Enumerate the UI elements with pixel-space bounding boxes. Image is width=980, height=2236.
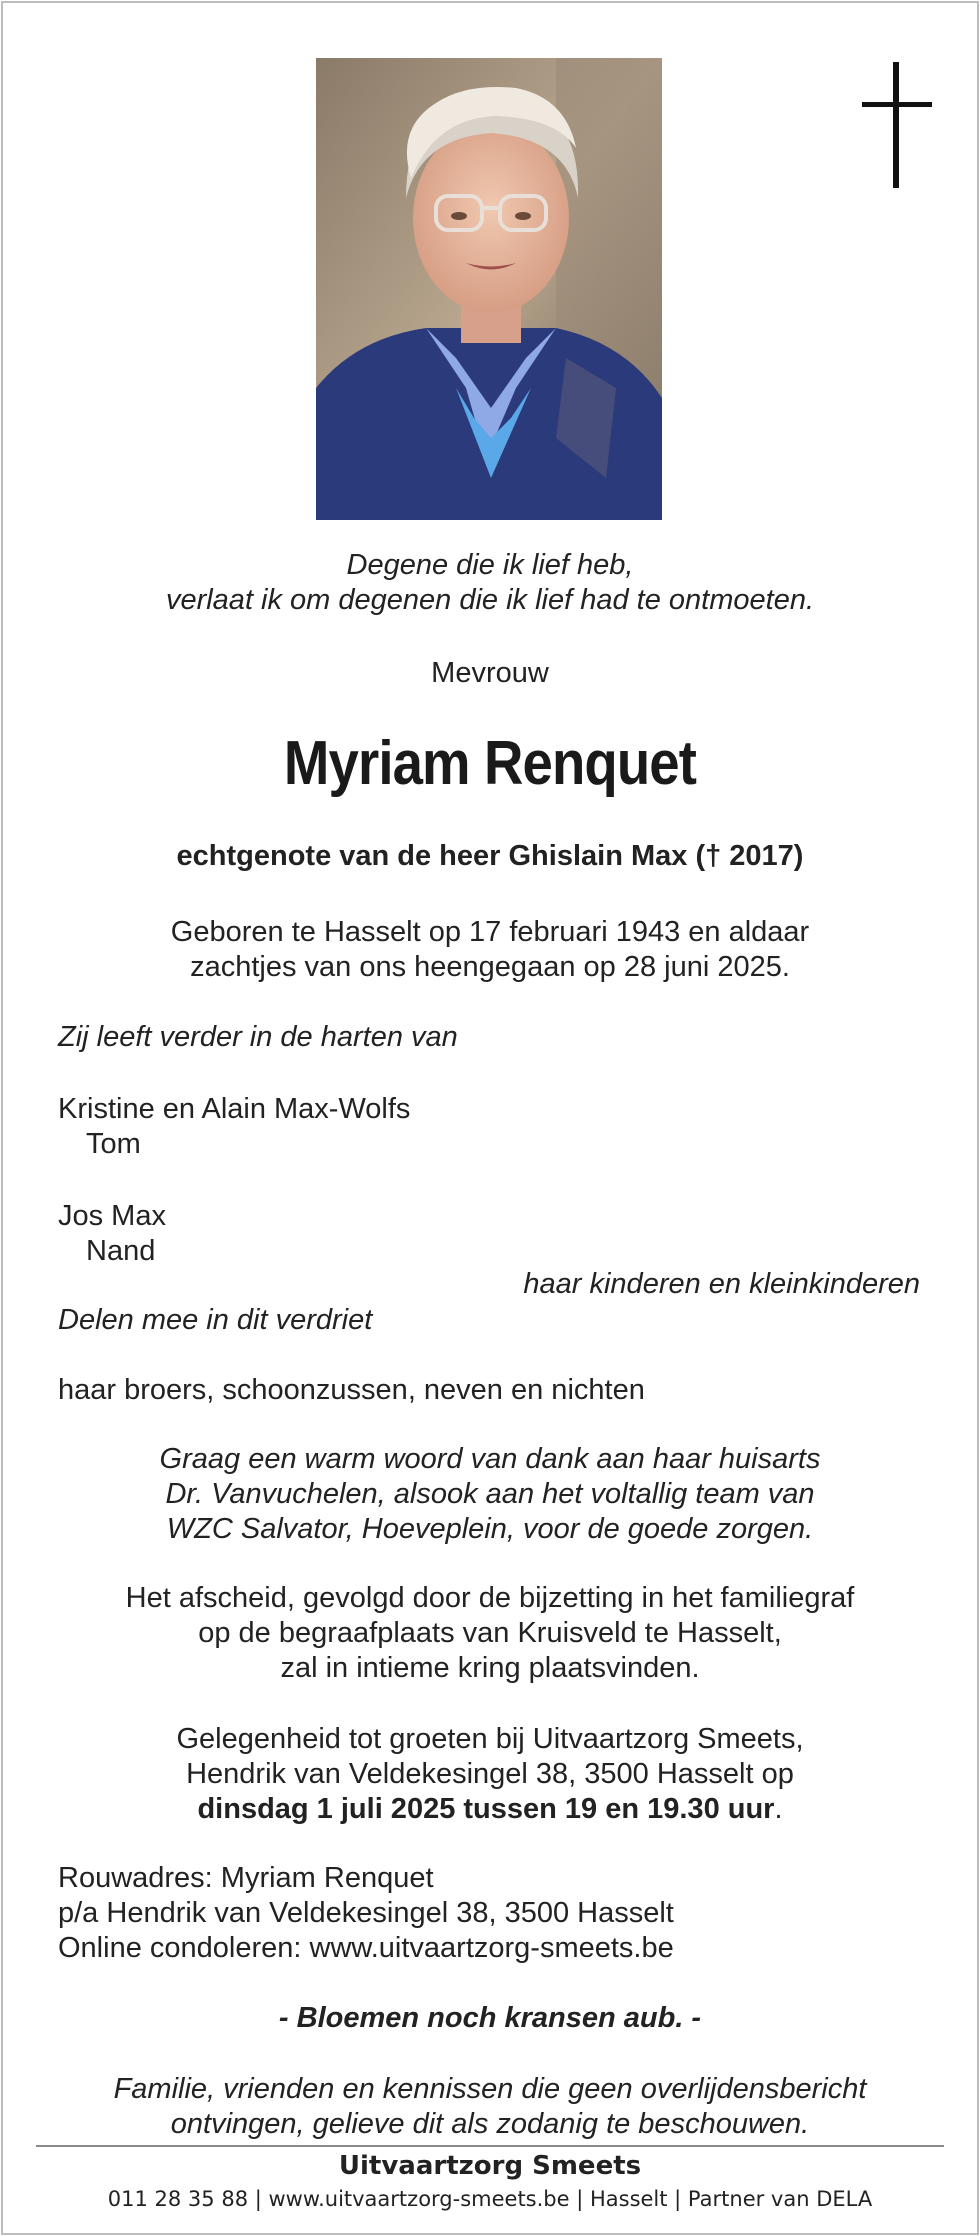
family-intro: Zij leeft verder in de harten van xyxy=(58,1021,458,1053)
greeting-line-1: Gelegenheid tot groeten bij Uitvaartzorg Smeets, xyxy=(176,1723,804,1755)
notice-line-1: Familie, vrienden en kennissen die geen overlijdensbericht xyxy=(113,2073,867,2105)
footer-contact[interactable]: 011 28 35 88 | www.uitvaartzorg-smeets.be | Hasselt | Partner van DELA xyxy=(107,2187,873,2211)
share-intro: Delen mee in dit verdriet xyxy=(58,1304,373,1336)
quote-line-2: verlaat ik om degenen die ik lief had te ontmoeten. xyxy=(165,584,815,616)
portrait-photo xyxy=(316,58,662,520)
online-condolences[interactable]: Online condoleren: www.uitvaartzorg-smeets.be xyxy=(58,1932,674,1964)
grandchild-2: Nand xyxy=(86,1235,156,1267)
farewell-line-1: Het afscheid, gevolgd door de bijzetting in het familiegraf xyxy=(125,1582,855,1614)
birth-line-1: Geboren te Hasselt op 17 februari 1943 en aldaar xyxy=(170,916,810,948)
thanks-line-2: Dr. Vanvuchelen, alsook aan het voltallig team van xyxy=(165,1478,815,1510)
greeting-datetime-line xyxy=(0,1792,980,1827)
address-line-1: Rouwadres: Myriam Renquet xyxy=(58,1862,434,1894)
address-line-2: p/a Hendrik van Veldekesingel 38, 3500 Hasselt xyxy=(58,1897,674,1929)
family-relation: haar kinderen en kleinkinderen xyxy=(523,1268,920,1300)
other-relatives: haar broers, schoonzussen, neven en nichten xyxy=(58,1374,645,1406)
child-2: Jos Max xyxy=(58,1200,166,1232)
greeting-datetime: dinsdag 1 juli 2025 tussen 19 en 19.30 uur xyxy=(197,1793,775,1825)
spouse-line: echtgenote van de heer Ghislain Max († 2017) xyxy=(176,840,804,872)
thanks-line-3: WZC Salvator, Hoeveplein, voor de goede zorgen. xyxy=(166,1513,814,1545)
greeting-end: . xyxy=(774,1793,783,1825)
child-1: Kristine en Alain Max-Wolfs xyxy=(58,1093,411,1125)
thanks-line-1: Graag een warm woord van dank aan haar huisarts xyxy=(159,1443,821,1475)
farewell-line-3: zal in intieme kring plaatsvinden. xyxy=(280,1652,700,1684)
deceased-name: Myriam Renquet xyxy=(283,729,697,798)
flowers-note: - Bloemen noch kransen aub. - xyxy=(278,2002,702,2034)
salutation: Mevrouw xyxy=(431,657,549,689)
cross-icon xyxy=(858,62,938,188)
notice-line-2: ontvingen, gelieve dit als zodanig te beschouwen. xyxy=(170,2108,810,2140)
footer-title: Uitvaartzorg Smeets xyxy=(338,2151,642,2181)
grandchild-1: Tom xyxy=(86,1128,141,1160)
farewell-line-2: op de begraafplaats van Kruisveld te Hasselt, xyxy=(198,1617,782,1649)
greeting-line-2: Hendrik van Veldekesingel 38, 3500 Hasselt op xyxy=(186,1758,794,1790)
footer-divider xyxy=(36,2145,944,2147)
birth-line-2: zachtjes van ons heengegaan op 28 juni 2025. xyxy=(190,951,790,983)
quote-line-1: Degene die ik lief heb, xyxy=(346,549,634,581)
